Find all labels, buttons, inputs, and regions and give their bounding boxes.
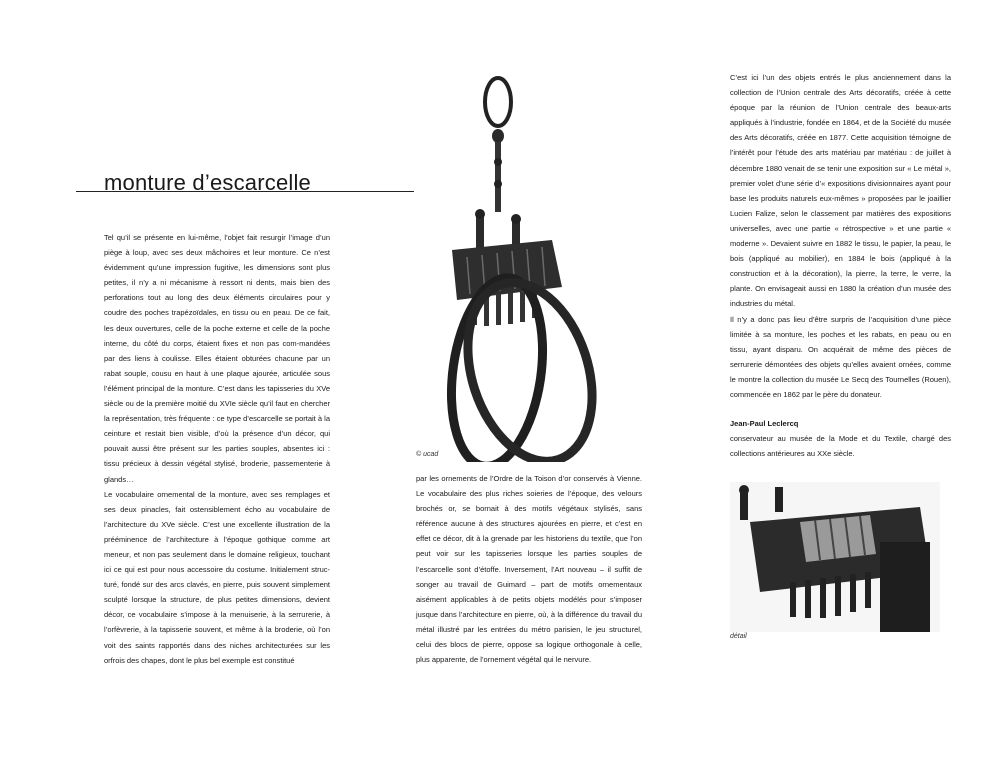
- detail-photo: [730, 482, 940, 632]
- paragraph: par les ornements de l’Ordre de la Toison d’or conservés à Vienne. Le vocabulaire des plus riches soieries de l’époque, des velours brochés or, se bornait à des motifs végétaux stylisés, sans référence aucune à des structures ajourées en pierre, et c’est en effet ce décor, dit à la grenade par les historiens du textile, que l’on peut voir sur les tapisseries lorsque les parties souples de l’escarcelle sont d’étoffe. Inversement, l’Art nouveau – il suffit de songer au travail de Guimard – part de motifs ornementaux aisément applicables à de petits objets modélés pour s’imposer jusque dans l’architecture en pierre, où, à la différence du travail du métal illustré par les entrées du métro parisien, le jeu structurel, celui des blocs de pierre, oppose sa logique orthogonale à celle, plus apparente, de l’ornement végétal qui le nervure.: [416, 474, 642, 665]
- escarcelle-frame-photo: [412, 72, 642, 462]
- photo-credit: © ucad: [416, 451, 439, 458]
- author-role: conservateur au musée de la Mode et du Textile, chargé des collections antérieures au XXe siècle.: [730, 434, 951, 459]
- page-title: monture d’escarcelle: [104, 170, 311, 195]
- paragraph: Tel qu’il se présente en lui-même, l’objet fait resurgir l’image d’un piège à loup, avec ses deux mâchoires et leur monture. Ce n’est évidemment qu’une impression fugitive, les dimensions sont plus petites, il n’y a ni mécanisme à ressort ni dents, mais bien des perforations tout au long des deux éléments circulaires pour y coudre des poches trapézoïdales, en tissu ou en peau. De ce fait, les deux ouvertures, celle de la poche externe et celle de la poche interne, du côté du corps, étaient fixes et non pas com-mandées par des liens à coulisse. Elles étaient obturées chacune par un rabat souple, cousu en haut à une plaque ajourée, articulée sous l’élément principal de la monture. C’est dans les tapisseries du XVe siècle ou de la première moitié du XVIe siècle qu’il faut en chercher la représentation, très fréquente : ce type d’escarcelle se portait à la ceinture et restait bien visible, d’où la présence d’un décor, qui pouvait aussi être présent sur les parties souples, absentes ici : tissu précieux à dessin végétal stylisé, broderie, passementerie à glands…: [104, 233, 330, 484]
- title-rule: [76, 191, 414, 192]
- author-name: Jean-Paul Leclercq: [730, 419, 799, 429]
- text-column-3: [730, 70, 951, 461]
- paragraph: Il n’y a donc pas lieu d’être surpris de l’acquisition d’une pièce limitée à sa monture, les poches et les rabats, en peau ou en tissu, ayant disparu. On acquérait de même des pièces de serrurerie démontées des objets qu’elles avaient ornées, comme le montre la collection du musée Le Secq des Tournelles (Rouen), commencée en 1862 par le père du donateur.: [730, 314, 951, 399]
- paragraph: Le vocabulaire ornemental de la monture, avec ses remplages et ses deux pinacles, fait ostensiblement écho au vocabulaire de l’architecture du XVe siècle. C’est une excellente illustration de la prééminence de l’architecture à l’époque gothique comme art meneur, et non pas seulement dans le domaine religieux, touchant ici ce qui est pour nous accessoire du costume. Initialement struc-turé, fondé sur des arcs clavés, en pierre, puis souvent simplement sculpté lorsque la structure, de plus petites dimensions, devient décor, ce vocabulaire s’impose à la menuiserie, à la serrurerie, à l’orfèvrerie, à la tapisserie souvent, et même à la broderie, où l’on voit des saints rapportés dans des niches architecturées sur les orfrois des chapes, dont le plus bel exemple est constitué: [104, 489, 330, 665]
- text-column-1: [104, 230, 330, 668]
- text-column-2: [416, 471, 642, 667]
- paragraph: C’est ici l’un des objets entrés le plus anciennement dans la collection de l’Union centrale des Arts décoratifs, créée à cette époque par la réunion de l’Union centrale des beaux-arts appliqués à l’industrie, fondée en 1864, et de la Société du musée des Arts décoratifs, créée en 1877. Cette acquisition témoigne de l’intérêt pour l’étude des arts matériau par matériau : de juillet à décembre 1880 venait de se tenir une exposition sur « Le métal », premier volet d’une série d’« expositions divisionnaires ayant pour base les produits naturels eux-mêmes » proposées par le joaillier Lucien Falize, selon le classement par matières des expositions universelles, avec une partie « rétrospective » et une partie « moderne ». Devaient suivre en 1882 le tissu, le papier, la peau, le bois (appliqué au mobilier), en 1884 le bois (appliqué à la construction et à la décoration), la pierre, la terre, le verre, la plante. On envisageait aussi en 1880 la création d’un musée des industries du métal.: [730, 73, 951, 309]
- detail-caption: détail: [730, 633, 747, 640]
